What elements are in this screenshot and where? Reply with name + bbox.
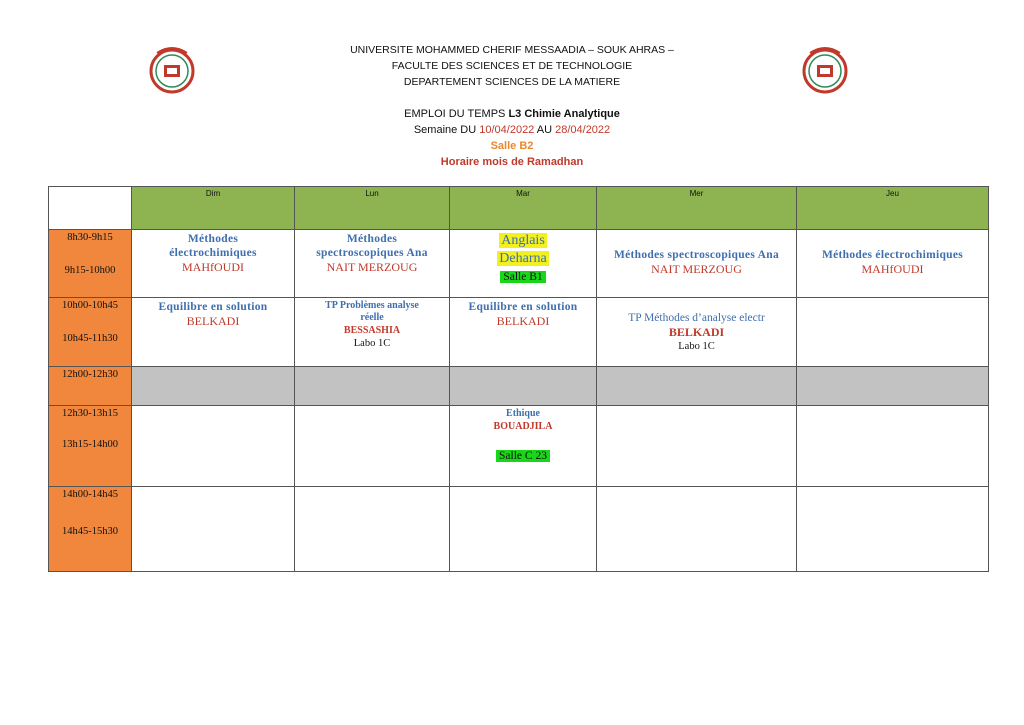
week-range: Semaine DU 10/04/2022 AU 28/04/2022 (413, 124, 611, 136)
slot-row-3 (49, 367, 989, 406)
break-cell-mer (597, 367, 797, 406)
slot-row-2 (49, 298, 989, 367)
university-logo-left (149, 41, 195, 101)
session-dim-1: Méthodes électrochimiques MAHfOUDI (132, 230, 295, 298)
session-lun-5 (295, 487, 450, 572)
break-cell-mar (450, 367, 597, 406)
university-name: UNIVERSITE MOHAMMED CHERIF MESSAADIA – SOUK AHRAS – (350, 44, 674, 56)
day-header-mar: Mar (450, 187, 597, 230)
session-mar-1: Anglais Deharna Salle B1 (450, 230, 597, 298)
session-mer-2: TP Méthodes d’analyse electr BELKADI Labo 1C (597, 298, 797, 367)
session-mar-5 (450, 487, 597, 572)
schedule-title-block (250, 106, 774, 170)
session-dim-4 (132, 406, 295, 487)
corner-cell (49, 187, 132, 230)
time-slot-3: 12h00-12h30 (49, 367, 132, 406)
department-name: DEPARTEMENT SCIENCES DE LA MATIERE (403, 76, 621, 88)
session-mer-1: Méthodes spectroscopiques Ana NAIT MERZOUG (597, 230, 797, 298)
session-lun-4 (295, 406, 450, 487)
session-jeu-5 (797, 487, 989, 572)
time-slot-2: 10h00-10h45 10h45-11h30 (49, 298, 132, 367)
schedule-note: Horaire mois de Ramadhan (440, 156, 584, 168)
time-slot-5: 14h00-14h45 14h45-15h30 (49, 487, 132, 572)
day-header-lun: Lun (295, 187, 450, 230)
timetable (48, 186, 989, 572)
time-slot-1: 8h30-9h15 9h15-10h00 (49, 230, 132, 298)
slot-row-1 (49, 230, 989, 298)
break-cell-lun (295, 367, 450, 406)
session-mer-4 (597, 406, 797, 487)
slot-row-5 (49, 487, 989, 572)
faculty-name: FACULTE DES SCIENCES ET DE TECHNOLOGIE (391, 60, 633, 72)
university-logo-right (802, 41, 848, 101)
schedule-title: EMPLOI DU TEMPS L3 Chimie Analytique (404, 108, 620, 120)
break-cell-dim (132, 367, 295, 406)
slot-row-4 (49, 406, 989, 487)
session-lun-1: Méthodes spectroscopiques Ana NAIT MERZOUG (295, 230, 450, 298)
time-slot-4: 12h30-13h15 13h15-14h00 (49, 406, 132, 487)
session-mar-2: Equilibre en solution BELKADI (450, 298, 597, 367)
day-header-jeu: Jeu (797, 187, 989, 230)
room-label: Salle B2 (490, 140, 534, 152)
day-header-mer: Mer (597, 187, 797, 230)
day-header-row (49, 187, 989, 230)
session-jeu-2 (797, 298, 989, 367)
session-jeu-4 (797, 406, 989, 487)
session-dim-5 (132, 487, 295, 572)
break-cell-jeu (797, 367, 989, 406)
session-dim-2: Equilibre en solution BELKADI (132, 298, 295, 367)
session-mer-5 (597, 487, 797, 572)
session-jeu-1: Méthodes électrochimiques MAHfOUDI (797, 230, 989, 298)
day-header-dim: Dim (132, 187, 295, 230)
session-mar-4: Ethique BOUADJILA Salle C 23 (450, 406, 597, 487)
session-lun-2: TP Problèmes analyse réelle BESSASHIA Labo 1C (295, 298, 450, 367)
institution-header (250, 42, 774, 90)
